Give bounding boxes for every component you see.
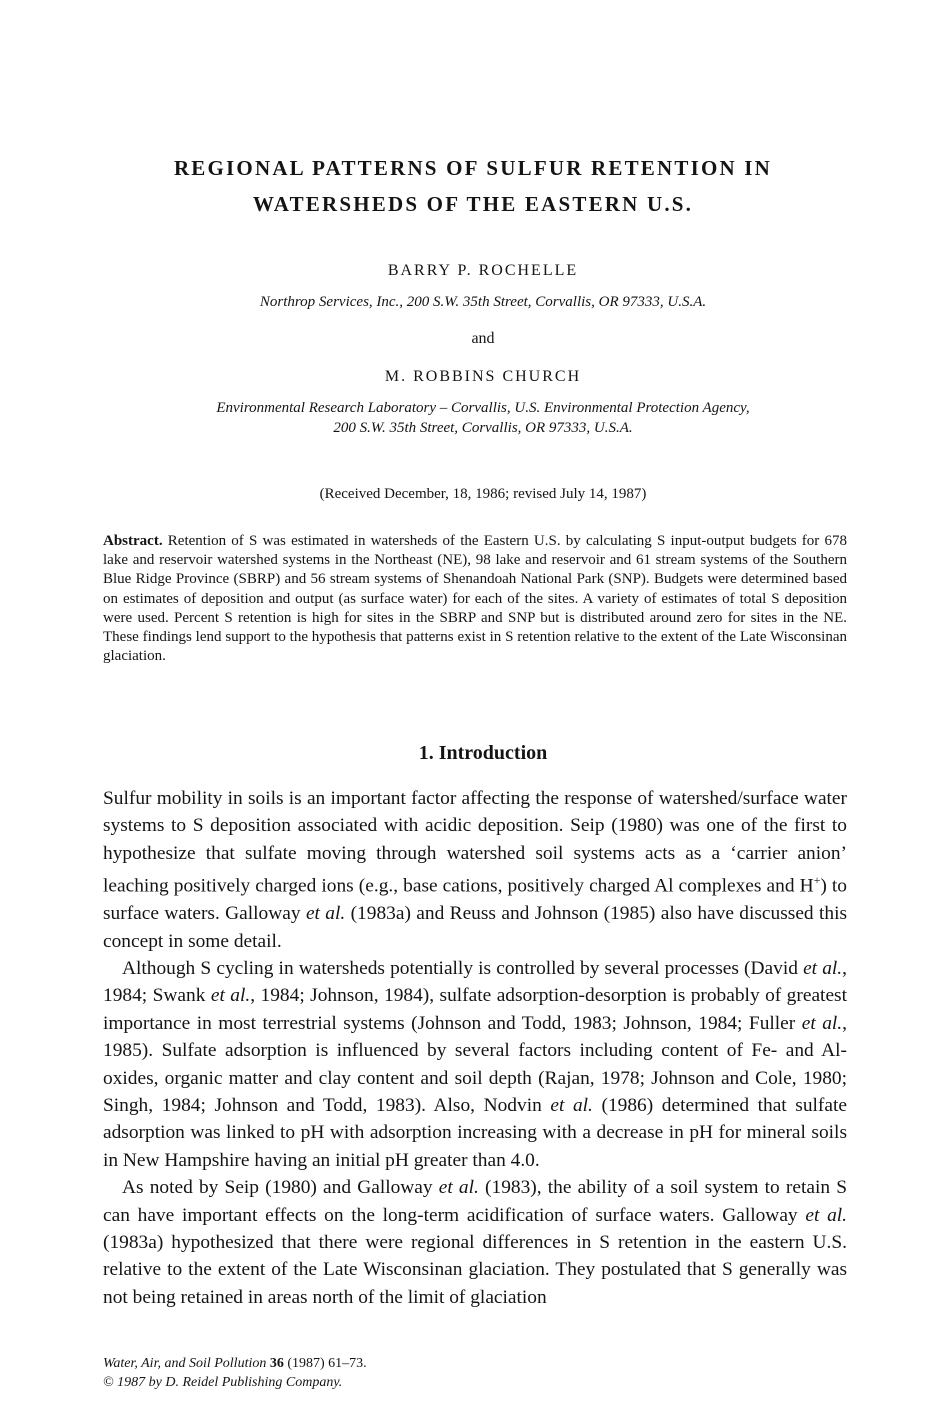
paragraph-1-text-a: Sulfur mobility in soils is an important factor affecting the response of watershed/surface water systems to S deposition associated with acidic deposition. Seip (1980) was one of the first to hypothesize that sulfate moving through watershed soil systems acts as a ‘carrier anion’ leaching positively charged ions (e.g., base cations, positively charged Al complexes and H [103,788,847,897]
paragraph-3-text-a: As noted by Seip (1980) and Galloway [122,1177,439,1199]
article-title-line-1: REGIONAL PATTERNS OF SULFUR RETENTION IN [173,156,773,180]
body-text [103,785,847,1311]
copyright-line: © 1987 by D. Reidel Publishing Company. [103,1375,343,1390]
journal-volume: 36 [269,1356,284,1371]
et-al: et al. [438,1177,479,1199]
paragraph-2 [103,955,847,1174]
journal-name: Water, Air, and Soil Pollution [103,1356,267,1371]
author-affiliation-2-line-1: Environmental Research Laboratory – Corvallis, U.S. Environmental Protection Agency, [216,400,750,416]
abstract-text: Retention of S was estimated in watersheds of the Eastern U.S. by calculating S input-output budgets for 678 lake and reservoir watershed systems in the Northeast (NE), 98 lake and reservoir and 61 stream systems of the Southern Blue Ridge Province (SBRP) and 56 stream systems of Shenandoah National Park (SNP). Budgets were determined based on estimates of deposition and output (as surface water) for each of the sites. A variety of estimates of total S deposition were used. Percent S retention is high for sites in the SBRP and SNP but is distributed around zero for sites in the NE. These findings lend support to the hypothesis that patterns exist in S retention relative to the extent of the Late Wisconsinan glaciation. [103,533,847,665]
paragraph-3 [103,1174,847,1311]
superscript-plus: + [813,873,821,888]
abstract-label: Abstract. [103,533,163,549]
paragraph-2-text-d: , 1985). Sulfate adsorption is influenced by several factors including content of Fe- and Al-oxides, organic matter and clay content and soil depth (Rajan, 1978; Johnson and Cole, 1980; Singh, 1984; Johnson and Todd, 1983). Also, Nodvin [103,1012,847,1116]
paragraph-2-text-b: , 1984; Swank [103,957,847,1007]
paragraph-3-text-c: (1983a) hypothesized that there were regional differences in S retention in the eastern U.S. relative to the extent of the Late Wisconsinan glaciation. They postulated that S generally was not being retained in areas north of the limit of glaciation [103,1231,847,1308]
et-al: et al. [550,1094,593,1116]
received-dates: (Received December, 18, 1986; revised July 14, 1987) [319,486,647,502]
author-name-2: M. ROBBINS CHURCH [384,368,582,385]
author-affiliation-1: Northrop Services, Inc., 200 S.W. 35th Street, Corvallis, OR 97333, U.S.A. [259,294,707,310]
section-heading-introduction: 1. Introduction [418,742,548,764]
et-al: et al. [803,957,843,979]
author-affiliation-2-line-2: 200 S.W. 35th Street, Corvallis, OR 97333, U.S.A. [333,420,633,436]
abstract [103,532,847,666]
paragraph-2-text-a: Although S cycling in watersheds potentially is controlled by several processes (David [122,957,804,979]
paragraph-1-text-c: (1983a) and Reuss and Johnson (1985) also have discussed this concept in some detail. [103,903,848,952]
et-al: et al. [805,1204,847,1226]
page-footer [103,1354,603,1392]
et-al: et al. [210,985,251,1007]
author-name-1: BARRY P. ROCHELLE [387,262,579,279]
paragraph-2-text-c: , 1984; Johnson, 1984), sulfate adsorption-desorption is probably of greatest importance in most terrestrial systems (Johnson and Todd, 1983; Johnson, 1984; Fuller [103,985,847,1034]
paragraph-1-text-b: ) to surface waters. Galloway [103,875,848,925]
paragraph-3-text-b: (1983), the ability of a soil system to retain S can have important effects on the long-term acidification of surface waters. Galloway [103,1177,847,1226]
et-al: et al. [305,903,346,925]
article-title-line-2: WATERSHEDS OF THE EASTERN U.S. [252,192,694,216]
author-separator: and [471,330,495,347]
journal-citation [103,1354,603,1373]
paragraph-2-text-e: (1986) determined that sulfate adsorption was linked to pH with adsorption increasing with a decrease in pH for mineral soils in New Hampshire having an initial pH greater than 4.0. [103,1094,847,1171]
paragraph-1 [103,785,847,955]
et-al: et al. [801,1012,843,1034]
journal-pages: (1987) 61–73. [283,1356,367,1371]
